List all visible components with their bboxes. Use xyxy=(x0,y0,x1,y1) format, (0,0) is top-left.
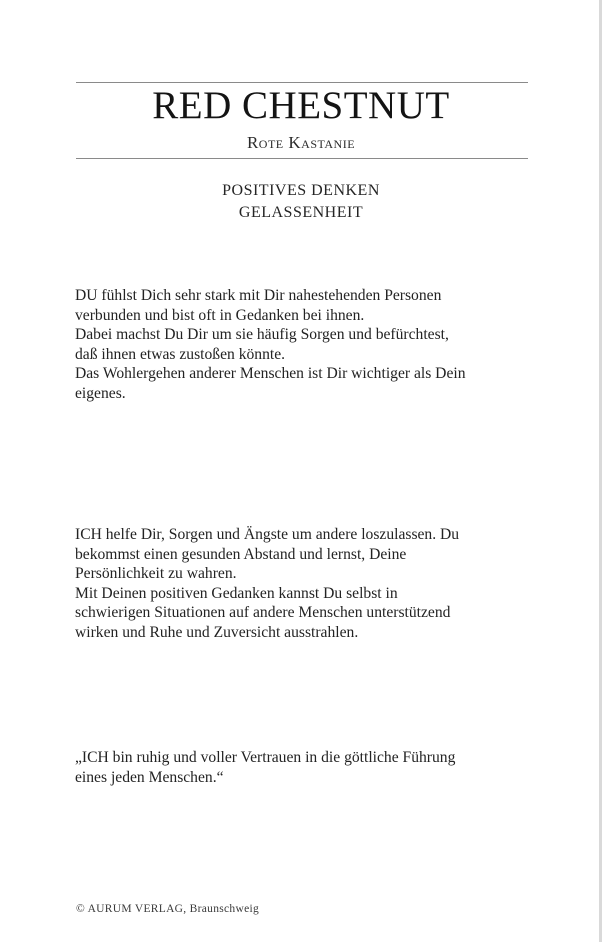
du-paragraph xyxy=(75,286,535,403)
text-line: eigenes. xyxy=(75,384,126,402)
text-line: Mit Deinen positiven Gedanken kannst Du selbst in xyxy=(75,584,398,602)
title-top-rule xyxy=(76,82,528,83)
keyword-line: POSITIVES DENKEN xyxy=(222,182,380,199)
text-line: DU fühlst Dich sehr stark mit Dir nahestehenden Personen xyxy=(75,287,442,304)
title-bottom-rule xyxy=(76,158,528,159)
text-line: eines jeden Menschen.“ xyxy=(75,768,224,786)
copyright-footer: © AURUM VERLAG, Braunschweig xyxy=(76,903,260,915)
keywords-block xyxy=(0,180,602,224)
keyword-line: GELASSENHEIT xyxy=(238,204,364,221)
text-line: wirken und Ruhe und Zuversicht ausstrahlen. xyxy=(75,623,359,641)
text-line: Persönlichkeit zu wahren. xyxy=(75,565,237,582)
affirmation-quote xyxy=(75,748,535,787)
text-line: schwierigen Situationen auf andere Menschen unterstützend xyxy=(75,604,451,621)
text-line: daß ihnen etwas zustoßen könnte. xyxy=(75,345,286,363)
text-line: verbunden und bist oft in Gedanken bei ihnen. xyxy=(75,306,365,324)
text-line: ICH helfe Dir, Sorgen und Ängste um andere loszulassen. Du xyxy=(75,526,460,543)
text-line: bekommst einen gesunden Abstand und lernst, Deine xyxy=(75,545,407,563)
text-line: Dabei machst Du Dir um sie häufig Sorgen und befürchtest, xyxy=(75,326,449,343)
text-line: Das Wohlergehen anderer Menschen ist Dir wichtiger als Dein xyxy=(75,365,466,382)
card-subtitle: Rote Kastanie xyxy=(246,133,356,152)
card-title: RED CHESTNUT xyxy=(152,84,450,127)
ich-paragraph xyxy=(75,525,535,642)
text-line: „ICH bin ruhig und voller Vertrauen in die göttliche Führung xyxy=(75,749,456,766)
